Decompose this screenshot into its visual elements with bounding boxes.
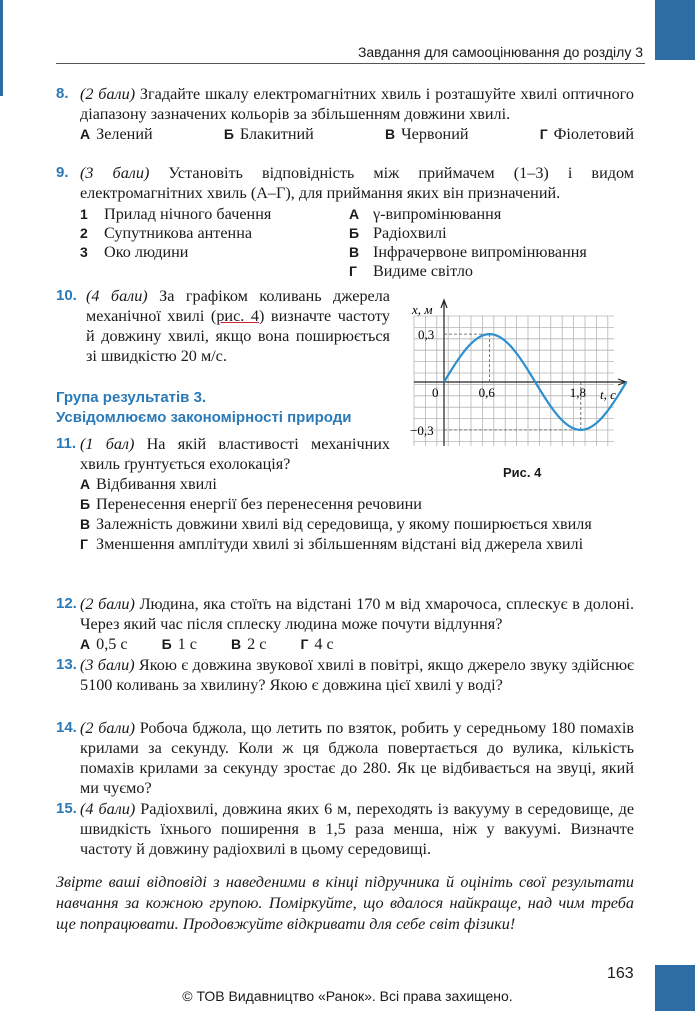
group-heading-line-2: Усвідомлюємо закономірності природи — [56, 409, 352, 426]
question-number: 11. — [56, 435, 77, 452]
figure-reference: рис. 4 — [216, 307, 259, 325]
match-key: Б — [349, 225, 360, 241]
question-points: (1 бал) — [80, 435, 135, 453]
option-letter: Г — [539, 126, 548, 142]
option-text: Залежність довжини хвилі від середовища, у якому поширюється хвиля — [96, 515, 592, 533]
origin-label: 0 — [432, 385, 439, 400]
option-c — [80, 514, 634, 534]
question-11 — [56, 434, 634, 554]
option-letter: В — [230, 636, 242, 652]
top-accent-bar — [655, 0, 695, 60]
match-text: Супутникова антенна — [104, 224, 253, 242]
option-text: Перенесення енергії без перенесення речовини — [96, 495, 422, 513]
option-a — [80, 634, 128, 654]
question-10 — [56, 286, 390, 366]
question-points: (2 бали) — [80, 595, 135, 613]
option-letter: А — [80, 126, 91, 142]
closing-note: Звірте ваші відповіді з наведеними в кінці підручника й оцініть свої результати навчання за кожною групою. Поміркуйте, що вдалося найкраще, над чим треба ще попрацювати. Продовжуйте відкривати для себе світ фізики! — [56, 873, 634, 933]
match-key: А — [349, 206, 360, 222]
option-text: Зелений — [96, 125, 153, 143]
question-number: 9. — [56, 164, 69, 181]
option-d — [540, 124, 634, 144]
question-text — [56, 655, 634, 695]
question-body: Установіть відповідність між приймачем (1–3) і видом електромагнітних хвиль (А–Г), для приймання яких він призначений. — [80, 164, 635, 202]
match-text: γ-випромінювання — [373, 205, 502, 223]
match-item-d — [349, 262, 587, 281]
question-text — [56, 594, 634, 634]
option-letter: В — [384, 126, 396, 142]
option-letter: Г — [300, 636, 309, 652]
x-tick-label: 0,6 — [478, 385, 495, 400]
option-text: Відбивання хвилі — [96, 475, 217, 493]
question-text — [56, 799, 634, 859]
group-heading-line-1: Група результатів 3. — [56, 389, 207, 406]
question-points: (2 бали) — [80, 719, 135, 737]
question-points: (3 бали) — [80, 164, 150, 182]
question-15 — [56, 799, 634, 859]
question-points: (3 бали) — [80, 656, 135, 674]
question-points: (4 бали) — [86, 287, 148, 305]
x-axis-label: t, с — [600, 387, 616, 402]
question-text — [56, 163, 634, 203]
option-d — [300, 634, 333, 654]
question-number: 8. — [56, 85, 69, 102]
question-number: 10. — [56, 287, 77, 304]
option-b — [162, 634, 197, 654]
match-text: Видиме світло — [373, 262, 474, 280]
option-letter: Б — [80, 496, 91, 512]
figure-caption: Рис. 4 — [503, 465, 542, 480]
y-axis-label: x, м — [412, 302, 433, 317]
question-12 — [56, 594, 634, 654]
options-row — [56, 634, 634, 654]
option-c — [231, 634, 266, 654]
options-row — [56, 124, 634, 144]
option-letter: Б — [161, 636, 172, 652]
question-points: (4 бали) — [80, 800, 136, 818]
question-body: На якій властивості механічних хвиль ґрунтується ехолокація? — [80, 435, 390, 473]
question-body: Радіохвилі, довжина яких 6 м, переходять із вакууму в середовище, де швидкість їхнього поширення в 1,5 раза менша, ніж у вакуумі. Визначте частоту й довжину радіохвилі в цьому середовищі. — [80, 800, 634, 858]
option-b — [224, 124, 314, 144]
question-text — [56, 434, 390, 474]
match-key: 2 — [80, 225, 88, 241]
question-13 — [56, 655, 634, 695]
question-text — [56, 84, 634, 124]
option-letter: А — [80, 476, 91, 492]
question-8 — [56, 84, 634, 144]
option-d — [80, 534, 634, 554]
option-text: 2 с — [247, 635, 267, 653]
options-list — [56, 474, 634, 554]
match-key: 3 — [80, 244, 88, 260]
question-body: Людина, яка стоїть на відстані 170 м від хмарочоса, сплескує в долоні. Через який час після сплеску людина може почути відлуння? — [80, 595, 634, 633]
copyright-notice: © ТОВ Видавництво «Ранок». Всі права захищено. — [182, 988, 513, 1004]
option-text: 1 с — [177, 635, 197, 653]
option-text: 4 с — [314, 635, 334, 653]
match-item-2 — [80, 224, 271, 243]
question-9 — [56, 163, 634, 203]
question-text — [56, 286, 390, 366]
match-item-1 — [80, 205, 271, 224]
matching-left-column — [80, 205, 271, 262]
match-key: В — [349, 244, 360, 260]
match-text: Прилад нічного бачення — [104, 205, 272, 223]
match-item-b — [349, 224, 587, 243]
running-header: Завдання для самооцінювання до розділу 3 — [357, 44, 643, 60]
page-number: 163 — [607, 965, 634, 982]
question-number: 14. — [56, 719, 77, 736]
option-c — [385, 124, 469, 144]
matching-right-column — [349, 205, 587, 281]
question-body: Згадайте шкалу електромагнітних хвиль і розташуйте хвилі оптичного діапазону зазначених кольорів за збільшенням довжини хвилі. — [80, 85, 634, 123]
x-tick-label: 1,8 — [569, 385, 587, 400]
match-key: Г — [349, 263, 357, 279]
option-letter: Г — [80, 536, 88, 552]
match-item-c — [349, 243, 587, 262]
y-tick-label: −0,3 — [410, 422, 434, 438]
group-heading — [56, 388, 351, 428]
option-text: 0,5 с — [96, 635, 128, 653]
question-body: ) визначте частоту й довжину хвилі, якщо вона поширюється зі швидкістю 20 м/с. — [86, 307, 390, 365]
option-letter: А — [80, 636, 91, 652]
question-number: 13. — [56, 656, 77, 673]
option-text: Фіолетовий — [553, 125, 634, 143]
option-letter: Б — [223, 126, 234, 142]
match-text: Інфрачервоне випромінювання — [373, 243, 587, 261]
question-number: 12. — [56, 595, 77, 612]
option-a — [80, 474, 634, 494]
match-text: Око людини — [104, 243, 189, 261]
match-key: 1 — [80, 206, 88, 222]
option-b — [80, 494, 634, 514]
header-rule — [56, 63, 645, 64]
question-body: Якою є довжина звукової хвилі в повітрі, якщо джерело звуку здійснює 5100 коливань за хвилину? Якою є довжина цієї хвилі у воді? — [80, 656, 635, 694]
option-text: Зменшення амплітуди хвилі зі збільшенням відстані від джерела хвилі — [96, 535, 584, 553]
option-a — [80, 124, 153, 144]
question-number: 15. — [56, 800, 77, 817]
left-edge-bar — [0, 0, 3, 96]
question-body: За графіком коливань джерела механічної хвилі ( — [86, 287, 390, 325]
match-item-3 — [80, 243, 271, 262]
question-14 — [56, 718, 634, 798]
question-text — [56, 718, 634, 798]
oscillation-chart — [410, 296, 640, 456]
option-letter: В — [80, 516, 91, 532]
y-tick-label: 0,3 — [418, 327, 435, 343]
match-item-a — [349, 205, 587, 224]
question-body: Робоча бджола, що летить по взяток, робить у середньому 180 помахів крилами за секунду. Коли ж ця бджола повертається до вулика, кількість помахів крилами за секунду зростає до 280. Як це відбивається на звуці, який ми чуємо? — [80, 719, 635, 797]
option-text: Червоний — [401, 125, 469, 143]
match-text: Радіохвилі — [373, 224, 447, 242]
question-points: (2 бали) — [80, 85, 136, 103]
option-text: Блакитний — [239, 125, 314, 143]
